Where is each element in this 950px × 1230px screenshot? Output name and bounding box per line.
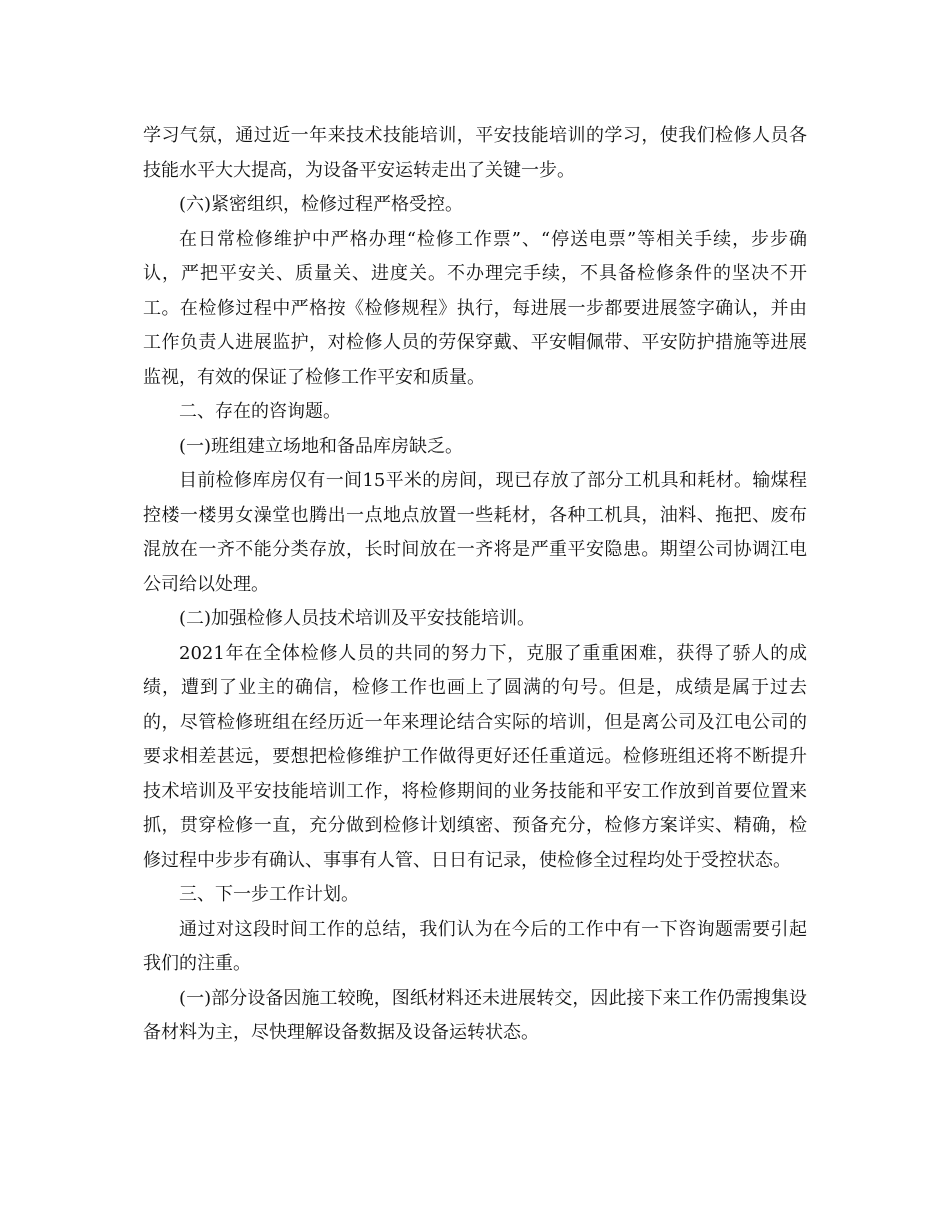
- paragraph-maintenance-procedure: 在日常检修维护中严格办理“检修工作票”、“停送电票”等相关手续，步步确认，严把平安关、质量关、进度关。不办理完手续，不具备检修条件的坚决不开工。在检修过程中严格按《检修规程》执行，每进展一步都要进展签字确认，并由工作负责人进展监护，对检修人员的劳保穿戴、平安帽佩带、平安防护措施等进展监视，有效的保证了检修工作平安和质量。: [143, 228, 807, 388]
- subheading-tight-organization: (六)紧密组织，检修过程严格受控。: [179, 194, 464, 215]
- paragraph-training-details: 2021年在全体检修人员的共同的努力下，克服了重重困难，获得了骄人的成绩，遭到了业主的确信，检修工作也画上了圆满的句号。但是，成绩是属于过去的，尽管检修班组在经历近一年来理论结合实际的培训，但是离公司及江电公司的要求相差甚远，要想把检修维护工作做得更好还任重道远。检修班组还将不断提升技术培训及平安技能培训工作，将检修期间的业务技能和平安工作放到首要位置来抓，贯穿检修一直，充分做到检修计划缜密、预备充分，检修方案详实、精确，检修过程中步步有确认、事事有人管、日日有记录，使检修全过程均处于受控状态。: [143, 642, 807, 871]
- section-heading-existing-issues: 二、存在的咨询题。: [179, 401, 341, 422]
- paragraph-equipment-materials: (一)部分设备因施工较晚，图纸材料还未进展转交，因此接下来工作仍需搜集设备材料为主，尽快理解设备数据及设备运转状态。: [143, 987, 807, 1043]
- subheading-training: (二)加强检修人员技术培训及平安技能培训。: [179, 608, 536, 629]
- section-heading-next-steps: 三、下一步工作计划。: [179, 884, 359, 905]
- paragraph-continuation: 学习气氛，通过近一年来技术技能培训，平安技能培训的学习，使我们检修人员各技能水平大大提高，为设备平安运转走出了关键一步。: [143, 125, 807, 181]
- subheading-site-shortage: (一)班组建立场地和备品库房缺乏。: [179, 435, 464, 457]
- document-body: [143, 119, 807, 1051]
- paragraph-summary: 通过对这段时间工作的总结，我们认为在今后的工作中有一下咨询题需要引起我们的注重。: [143, 918, 807, 974]
- paragraph-storage-room: 目前检修库房仅有一间15平米的房间，现已存放了部分工机具和耗材。输煤程控楼一楼男女澡堂也腾出一点地点放置一些耗材，各种工机具，油料、拖把、废布混放在一齐不能分类存放，长时间放在一齐将是严重平安隐患。期望公司协调江电公司给以处理。: [143, 470, 807, 595]
